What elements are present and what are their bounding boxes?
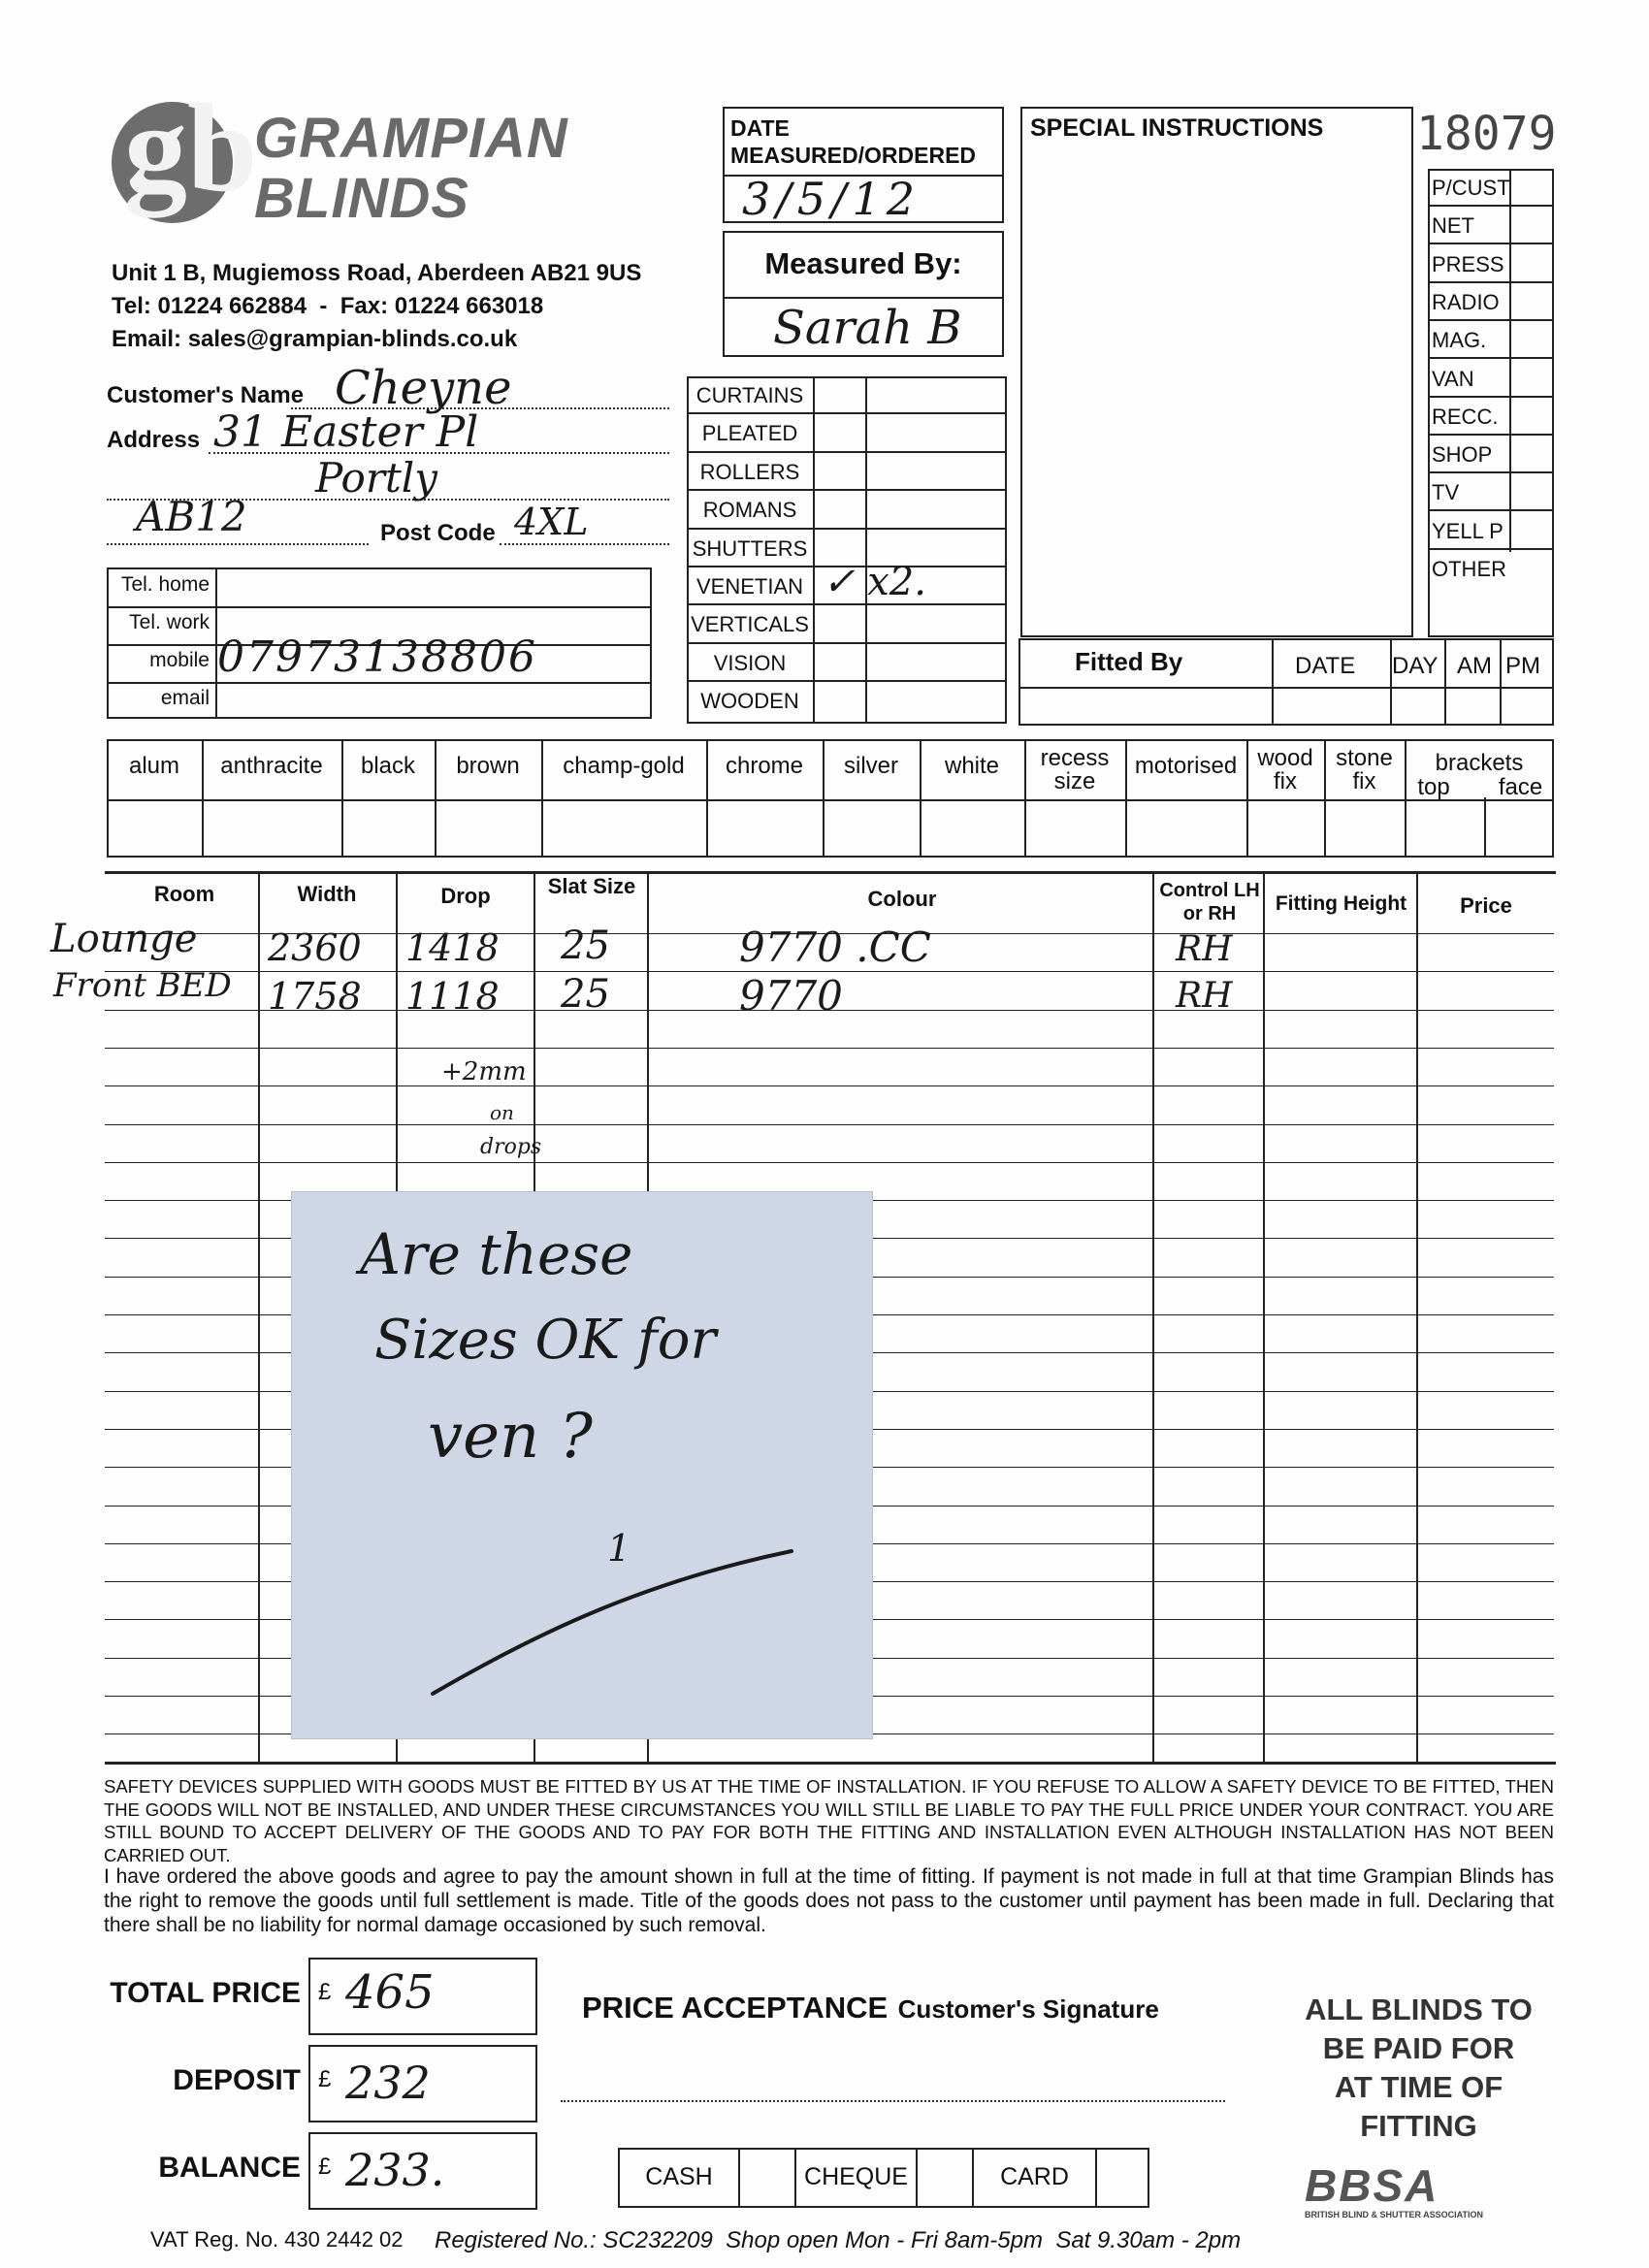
sticky-line1: Are these bbox=[360, 1221, 633, 1287]
row1-drop[interactable]: 1418 bbox=[405, 926, 500, 969]
company-name-line2: BLINDS bbox=[254, 167, 469, 230]
fitting-am-label: AM bbox=[1457, 653, 1492, 679]
product-label: SHUTTERS bbox=[692, 535, 808, 561]
source-row[interactable] bbox=[1430, 398, 1554, 436]
option-black[interactable]: black bbox=[360, 753, 416, 779]
source-label: RECC. bbox=[1432, 404, 1499, 429]
balance-box[interactable] bbox=[308, 2132, 537, 2210]
fitting-day-label: DAY bbox=[1392, 653, 1439, 679]
th-fitting-height: Fitting Height bbox=[1275, 892, 1407, 915]
notice-line1: ALL BLINDS TO bbox=[1305, 1993, 1533, 2026]
option-white[interactable]: white bbox=[944, 753, 1000, 779]
th-drop: Drop bbox=[440, 884, 491, 908]
payment-cheque[interactable]: CHEQUE bbox=[804, 2163, 908, 2190]
product-label: WOODEN bbox=[700, 689, 799, 714]
source-row[interactable] bbox=[1430, 245, 1554, 283]
product-row[interactable] bbox=[687, 644, 1005, 682]
source-row[interactable] bbox=[1430, 550, 1554, 588]
option-motorised[interactable]: motorised bbox=[1134, 753, 1238, 779]
address-line2[interactable]: Portly bbox=[315, 454, 437, 502]
company-phone-fax: Tel: 01224 662884 - Fax: 01224 663018 bbox=[112, 293, 544, 319]
row2-drop[interactable]: 1118 bbox=[405, 975, 500, 1018]
safety-terms: SAFETY DEVICES SUPPLIED WITH GOODS MUST BE FITTED BY US AT THE TIME OF INSTALLATION. IF YOU REFUSE TO ALLOW A SAFETY DEVICE TO BE FITTED, THEN THE GOODS WILL NOT BE INSTALLED, AND UNDER THESE CIRCUMSTANCES YOU WILL STILL BE LIABLE TO PAY THE FULL PRICE UNDER YOUR CONTRACT. YOU ARE STILL BOUND TO ACCEPT DELIVERY OF THE GOODS AND TO PAY FOR BOTH THE FITTING AND INSTALLATION EVEN ALTHOUGH INSTALLATION HAS NOT BEEN CARRIED OUT. bbox=[104, 1776, 1554, 1865]
order-number: 18079 bbox=[1416, 107, 1557, 161]
order-col-divider bbox=[1416, 871, 1418, 1764]
product-row[interactable] bbox=[687, 376, 1005, 414]
option-anthracite[interactable]: anthracite bbox=[220, 753, 323, 779]
th-control: Control LH or RH bbox=[1159, 880, 1260, 924]
row2-colour[interactable]: 9770 bbox=[739, 972, 843, 1020]
payment-methods bbox=[618, 2148, 1149, 2208]
source-label: PRESS bbox=[1432, 251, 1504, 276]
sticky-mark: 1 bbox=[607, 1527, 631, 1570]
customer-name-label: Customer's Name bbox=[107, 382, 305, 408]
signature-label: Customer's Signature bbox=[897, 1994, 1159, 2024]
special-instructions-box[interactable] bbox=[1020, 107, 1413, 637]
payment-card[interactable]: CARD bbox=[1000, 2163, 1069, 2190]
drop-note-line3: drops bbox=[480, 1135, 542, 1159]
price-acceptance bbox=[582, 1991, 1159, 2025]
notice-line3: AT TIME OF bbox=[1334, 2070, 1504, 2104]
option-chrome[interactable]: chrome bbox=[725, 753, 804, 779]
th-price: Price bbox=[1460, 893, 1512, 918]
vat-number: VAT Reg. No. 430 2442 02 bbox=[150, 2227, 404, 2252]
order-row-line bbox=[105, 1162, 1554, 1163]
option-champ-gold[interactable]: champ-gold bbox=[563, 753, 685, 779]
order-table-bottom bbox=[105, 1762, 1556, 1765]
drop-note-line1: +2mm bbox=[441, 1057, 527, 1086]
option-silver[interactable]: silver bbox=[843, 753, 898, 779]
logo-letters: gb bbox=[124, 79, 258, 218]
row1-control[interactable]: RH bbox=[1176, 929, 1233, 969]
source-label: VAN bbox=[1432, 366, 1474, 391]
th-colour: Colour bbox=[867, 887, 937, 911]
option-wood-fix[interactable]: wood fix bbox=[1257, 745, 1313, 794]
th-room: Room bbox=[153, 882, 215, 906]
mobile-label: mobile bbox=[149, 649, 210, 671]
source-label: MAG. bbox=[1432, 328, 1487, 353]
order-col-divider bbox=[258, 871, 260, 1764]
company-name-line1: GRAMPIAN bbox=[254, 107, 568, 170]
balance-label: BALANCE bbox=[158, 2152, 301, 2184]
product-label: CURTAINS bbox=[695, 383, 804, 407]
source-row[interactable] bbox=[1430, 321, 1554, 359]
tel-home-label: Tel. home bbox=[120, 573, 210, 596]
source-row[interactable] bbox=[1430, 436, 1554, 473]
price-acceptance-title: PRICE ACCEPTANCE bbox=[582, 1991, 889, 2025]
deposit-label: DEPOSIT bbox=[173, 2064, 301, 2096]
source-row[interactable] bbox=[1430, 207, 1554, 244]
total-price-label: TOTAL PRICE bbox=[110, 1977, 301, 2009]
email-label: email bbox=[160, 687, 210, 709]
row2-width[interactable]: 1758 bbox=[268, 975, 362, 1018]
product-row[interactable] bbox=[687, 560, 1005, 605]
order-col-divider bbox=[1152, 871, 1154, 1764]
fitted-by-label: Fitted By bbox=[1075, 647, 1183, 676]
source-row[interactable] bbox=[1430, 473, 1554, 511]
th-slat: Slat Size bbox=[547, 874, 636, 898]
deposit-box[interactable] bbox=[308, 2045, 537, 2122]
source-label: NET bbox=[1432, 213, 1474, 239]
company-email: Email: sales@grampian-blinds.co.uk bbox=[112, 326, 518, 352]
date-label-line1: DATE bbox=[730, 115, 790, 141]
product-label: PLEATED bbox=[701, 421, 798, 446]
order-row-line bbox=[105, 1048, 1554, 1049]
postcode-value[interactable]: 4XL bbox=[514, 501, 589, 543]
source-row[interactable] bbox=[1430, 512, 1554, 550]
source-label: SHOP bbox=[1432, 442, 1493, 468]
source-row[interactable] bbox=[1430, 360, 1554, 398]
mobile-value[interactable]: 07973138806 bbox=[217, 632, 537, 682]
postcode-label: Post Code bbox=[380, 520, 496, 546]
option-alum[interactable]: alum bbox=[128, 753, 180, 779]
drop-note-line2: on bbox=[490, 1101, 514, 1124]
registered-info: Registered No.: SC232209 Shop open Mon - Fri 8am-5pm Sat 9.30am - 2pm bbox=[435, 2227, 1242, 2253]
row1-colour[interactable]: 9770 .CC bbox=[739, 923, 931, 971]
address-line1[interactable]: 31 Easter Pl bbox=[213, 407, 479, 457]
option-stone-fix[interactable]: stone fix bbox=[1336, 745, 1393, 794]
product-row[interactable] bbox=[687, 414, 1005, 452]
row1-room[interactable]: Lounge bbox=[50, 917, 198, 961]
date-value[interactable]: 3/5/12 bbox=[742, 173, 922, 225]
product-row[interactable] bbox=[687, 682, 1005, 720]
option-recess-size[interactable]: recess size bbox=[1040, 745, 1110, 794]
brackets-face[interactable]: face bbox=[1498, 774, 1543, 800]
row2-room[interactable]: Front BED bbox=[53, 966, 232, 1005]
sticky-stroke bbox=[292, 1192, 874, 1740]
date-measured-box bbox=[723, 107, 1004, 223]
product-label: VENETIAN bbox=[695, 574, 804, 599]
sticky-line2: Sizes OK for bbox=[374, 1309, 717, 1372]
signature-line[interactable] bbox=[561, 2100, 1225, 2102]
date-label bbox=[730, 114, 976, 169]
product-label: ROMANS bbox=[702, 498, 797, 523]
row2-slat[interactable]: 25 bbox=[561, 972, 610, 1017]
order-table-top bbox=[105, 871, 1556, 874]
address-label: Address bbox=[107, 427, 201, 453]
product-row[interactable] bbox=[687, 491, 1005, 529]
deposit-currency: £ bbox=[318, 2066, 332, 2092]
product-mark[interactable]: ✓ x2. bbox=[823, 560, 926, 604]
row1-slat[interactable]: 25 bbox=[561, 923, 610, 968]
brackets-divider bbox=[1484, 797, 1486, 858]
special-instructions-label: SPECIAL INSTRUCTIONS bbox=[1030, 114, 1324, 142]
option-brown[interactable]: brown bbox=[456, 753, 520, 779]
company-address: Unit 1 B, Mugiemoss Road, Aberdeen AB21 9US bbox=[112, 260, 642, 286]
source-label: YELL P bbox=[1432, 518, 1504, 543]
customer-name-value[interactable]: Cheyne bbox=[335, 361, 512, 415]
total-currency: £ bbox=[318, 1979, 332, 2005]
source-label: RADIO bbox=[1432, 289, 1500, 314]
row1-width[interactable]: 2360 bbox=[268, 926, 362, 969]
order-row-line bbox=[105, 1085, 1554, 1086]
notice-line2: BE PAID FOR bbox=[1322, 2031, 1515, 2065]
source-label: P/CUST bbox=[1432, 176, 1510, 200]
agreement-terms: I have ordered the above goods and agree to pay the amount shown in full at the time of fitting. If payment is not made in full at that time Grampian Blinds has the right to remove the goods until full settlement is made. Title of the goods does not pass to the customer until payment has been made in full. Declaring that there shall be no liability for normal damage occasioned by such removal. bbox=[104, 1865, 1554, 1936]
source-row[interactable] bbox=[1430, 283, 1554, 321]
measured-by-box bbox=[723, 231, 1004, 357]
order-row-line bbox=[105, 1124, 1554, 1125]
notice-line4: FITTING bbox=[1360, 2109, 1477, 2143]
fitting-pm-label: PM bbox=[1505, 653, 1540, 679]
payment-notice bbox=[1261, 1991, 1576, 2146]
tel-work-label: Tel. work bbox=[129, 611, 210, 633]
option-brackets[interactable]: brackets bbox=[1435, 750, 1524, 776]
date-label-line2: MEASURED/ORDERED bbox=[730, 143, 977, 168]
product-row[interactable] bbox=[687, 453, 1005, 491]
product-row[interactable] bbox=[687, 605, 1005, 643]
bbsa-caption: BRITISH BLIND & SHUTTER ASSOCIATION bbox=[1305, 2210, 1483, 2219]
source-label: OTHER bbox=[1432, 557, 1506, 581]
th-width: Width bbox=[297, 882, 357, 906]
product-label: VERTICALS bbox=[691, 612, 809, 637]
bbsa-logo bbox=[1305, 2160, 1533, 2219]
bbsa-wordmark: BBSA bbox=[1305, 2160, 1439, 2211]
order-col-divider bbox=[1263, 871, 1265, 1764]
measured-by-value[interactable]: Sarah B bbox=[773, 301, 962, 355]
postcode-prefix[interactable]: AB12 bbox=[136, 493, 247, 540]
measured-by-label: Measured By: bbox=[764, 246, 962, 280]
company-name bbox=[254, 109, 568, 229]
balance-value[interactable]: 233. bbox=[345, 2144, 445, 2196]
balance-currency: £ bbox=[318, 2154, 332, 2180]
row2-control[interactable]: RH bbox=[1176, 976, 1233, 1016]
source-row[interactable] bbox=[1430, 169, 1554, 207]
total-price-value[interactable]: 465 bbox=[345, 1965, 435, 2020]
product-label: ROLLERS bbox=[699, 459, 800, 484]
fitting-date-label: DATE bbox=[1295, 653, 1356, 679]
source-label: TV bbox=[1432, 480, 1460, 505]
deposit-value[interactable]: 232 bbox=[345, 2057, 431, 2109]
brackets-top[interactable]: top bbox=[1417, 774, 1450, 800]
sticky-line3: ven ? bbox=[428, 1401, 593, 1473]
sticky-note bbox=[291, 1191, 873, 1739]
total-price-box[interactable] bbox=[308, 1958, 537, 2035]
product-label: VISION bbox=[713, 650, 787, 675]
payment-cash[interactable]: CASH bbox=[645, 2163, 713, 2190]
